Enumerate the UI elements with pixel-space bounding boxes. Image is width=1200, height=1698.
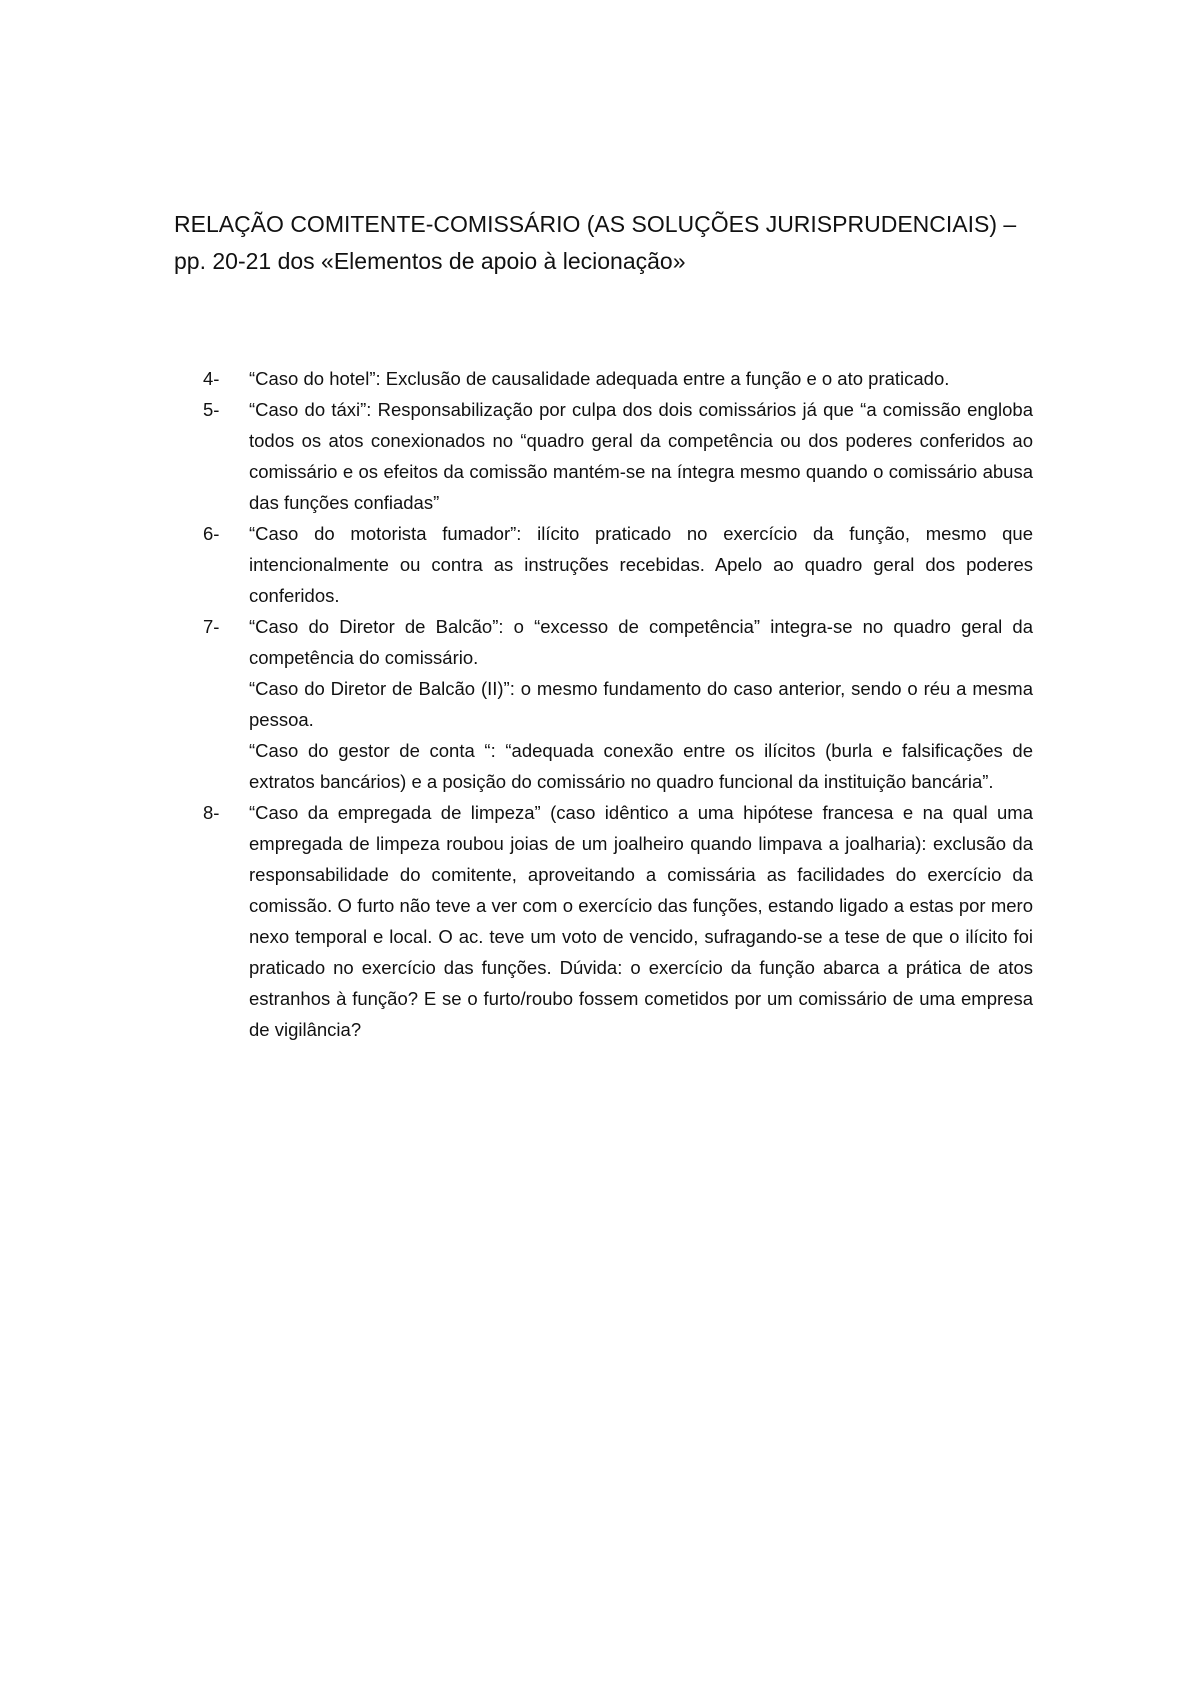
case-text: “Caso do Diretor de Balcão (II)”: o mesmo fundamento do caso anterior, sendo o réu a mesma pessoa.	[249, 678, 1033, 730]
case-number: 6-	[203, 523, 220, 544]
case-text: “Caso do motorista fumador”: ilícito praticado no exercício da função, mesmo que intencionalmente ou contra as instruções recebidas. Apelo ao quadro geral dos poderes conferidos.	[249, 523, 1033, 606]
document-title	[174, 206, 1054, 280]
document-title-line-1: RELAÇÃO COMITENTE-COMISSÁRIO (AS SOLUÇÕES JURISPRUDENCIAIS) –	[174, 211, 1017, 237]
case-item-7	[203, 611, 1033, 797]
case-number: 8-	[203, 802, 220, 823]
case-item-5	[203, 394, 1033, 518]
case-text: “Caso da empregada de limpeza” (caso idêntico a uma hipótese francesa e na qual uma empregada de limpeza roubou joias de um joalheiro quando limpava a joalharia): exclusão da responsabilidade do comitente, aproveitando a comissária as facilidades do exercício da comissão. O furto não teve a ver com o exercício das funções, estando ligado a estas por mero nexo temporal e local. O ac. teve um voto de vencido, sufragando-se a tese de que o ilícito foi praticado no exercício das funções. Dúvida: o exercício da função abarca a prática de atos estranhos à função? E se o furto/roubo fossem cometidos por um comissário de uma empresa de vigilância?	[249, 802, 1033, 1040]
case-item-8	[203, 797, 1033, 1045]
case-text: “Caso do Diretor de Balcão”: o “excesso de competência” integra-se no quadro geral da competência do comissário.	[249, 616, 1033, 668]
case-item-4	[203, 363, 1033, 394]
case-number: 5-	[203, 399, 220, 420]
case-number: 4-	[203, 368, 220, 389]
case-number: 7-	[203, 616, 220, 637]
document-title-line-2: pp. 20-21 dos «Elementos de apoio à lecionação»	[174, 248, 686, 274]
case-text: “Caso do hotel”: Exclusão de causalidade adequada entre a função e o ato praticado.	[249, 368, 950, 389]
case-item-6	[203, 518, 1033, 611]
case-text: “Caso do táxi”: Responsabilização por culpa dos dois comissários já que “a comissão engloba todos os atos conexionados no “quadro geral da competência ou dos poderes conferidos ao comissário e os efeitos da comissão mantém-se na íntegra mesmo quando o comissário abusa das funções confiadas”	[249, 399, 1033, 513]
case-list	[203, 363, 1033, 1045]
case-text: “Caso do gestor de conta “: “adequada conexão entre os ilícitos (burla e falsificações de extratos bancários) e a posição do comissário no quadro funcional da instituição bancária”.	[249, 740, 1033, 792]
